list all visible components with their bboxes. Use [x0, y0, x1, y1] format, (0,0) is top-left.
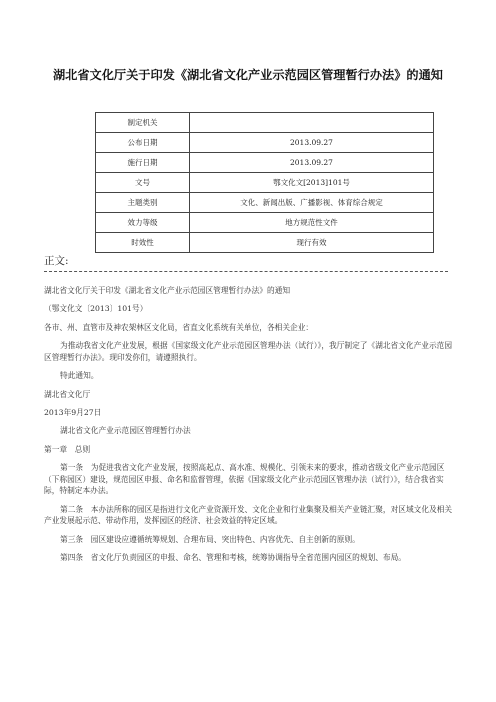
body-paragraph: 湖北省文化厅	[44, 389, 91, 399]
document-body	[44, 285, 456, 570]
meta-value: 文化、新闻出版、广播影视、体育综合规定	[190, 193, 434, 213]
meta-key: 公布日期	[96, 133, 190, 153]
table-row	[96, 193, 434, 213]
meta-value: 鄂文化文[2013]101号	[190, 173, 434, 193]
dashed-divider	[44, 271, 448, 272]
document-title: 湖北省文化厅关于印发《湖北省文化产业示范园区管理暂行办法》的通知	[53, 68, 443, 82]
meta-value	[190, 113, 434, 133]
main-text-label: 正文:	[44, 255, 69, 267]
meta-key: 主题类别	[96, 193, 190, 213]
meta-value: 2013.09.27	[190, 153, 434, 173]
meta-value: 现行有效	[190, 233, 434, 253]
meta-key: 时效性	[96, 233, 190, 253]
chapter-heading: 第一章 总则	[44, 444, 91, 454]
table-row	[96, 173, 434, 193]
table-row	[96, 213, 434, 233]
table-row	[96, 233, 434, 253]
body-paragraph: 湖北省文化产业示范园区管理暂行办法	[60, 426, 191, 436]
body-paragraph: 为推动我省文化产业发展，根据《国家级文化产业示范园区管理办法（试行）》，我厅制定了《湖北省文化产业示范园区管理暂行办法》。现印发你们，请遵照执行。	[44, 341, 453, 362]
article-paragraph: 第三条 园区建设应遵循统筹规划、合理布局、突出特色、内容优先、自主创新的原则。	[60, 534, 360, 544]
meta-value: 2013.09.27	[190, 133, 434, 153]
body-paragraph: （鄂文化文〔2013〕101号）	[44, 304, 148, 314]
table-row	[96, 133, 434, 153]
article-paragraph: 第一条 为促进我省文化产业发展，按照高起点、高水准、规模化、引领未来的要求，推动省级文化产业示范园区（下称园区）建设，规范园区申报、命名和监督管理，依据《国家级文化产业示范园区管理办法（试行）》，结合我省实际，特制定本办法。	[44, 463, 445, 496]
meta-value: 地方规范性文件	[190, 213, 434, 233]
body-paragraph: 特此通知。	[60, 371, 99, 381]
metadata-table	[95, 112, 434, 253]
body-paragraph: 各市、州、直管市及神农架林区文化局，省直文化系统有关单位，各相关企业：	[44, 322, 314, 332]
article-paragraph: 第二条 本办法所称的园区是指进行文化产业资源开发、文化企业和行业集聚及相关产业链汇聚，对区域文化及相关产业发展起示范、带动作用，发挥园区的经济、社会效益的特定区域。	[44, 504, 453, 526]
meta-key: 施行日期	[96, 153, 190, 173]
body-paragraph: 2013年9月27日	[44, 407, 102, 417]
table-row	[96, 113, 434, 133]
article-paragraph: 第四条 省文化厅负责园区的申报、命名、管理和考核，统筹协调指导全省范围内园区的规划、布局。	[60, 553, 406, 563]
meta-key: 效力等级	[96, 213, 190, 233]
body-paragraph: 湖北省文化厅关于印发《湖北省文化产业示范园区管理暂行办法》的通知	[44, 286, 291, 295]
meta-key: 制定机关	[96, 113, 190, 133]
table-row	[96, 153, 434, 173]
meta-key: 文号	[96, 173, 190, 193]
